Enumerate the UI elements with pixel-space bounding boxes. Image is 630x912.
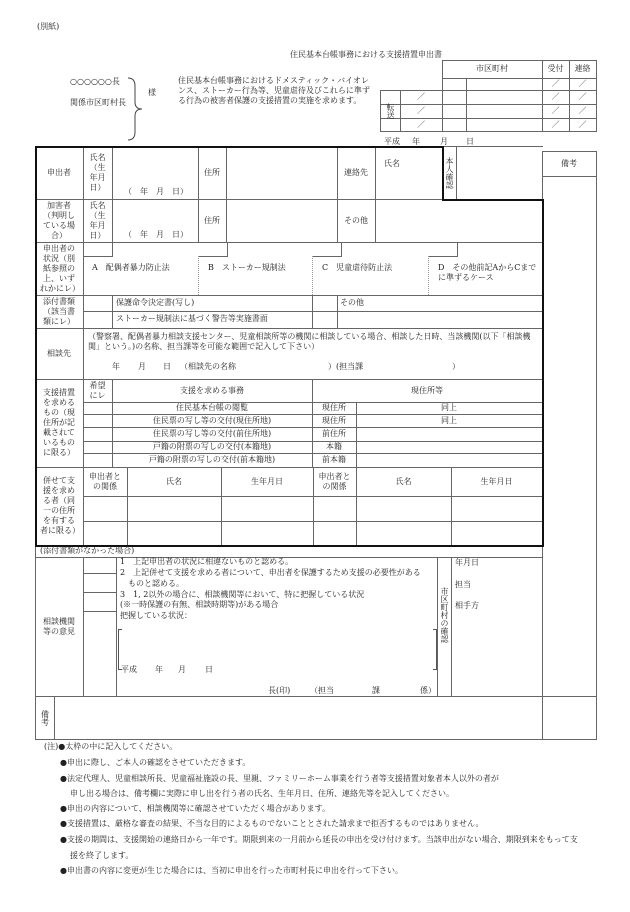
note-5: ●支援措置は、厳格な審査の結果、不当な目的によるものでないこととされた請求まで拒否するものではありません。 [60,819,484,828]
others-dob-2: 生年月日 [480,476,513,486]
slash-mark: ／ [578,106,587,115]
attachment-other-field[interactable] [337,311,542,328]
grid-line [116,557,117,697]
slash-mark: ／ [578,92,587,101]
perpetrator-other-label: その他 [344,215,368,225]
perpetrator-address-field[interactable] [226,200,337,242]
dotted-divider [428,256,429,295]
date-era: 平成 [384,137,400,146]
opinion-section: 課 [372,686,380,695]
opinion-line-4: (※一時保護の有無、相談時期等)がある場合 [120,600,279,609]
status-checkbox-d[interactable] [428,242,457,256]
identity-check-field[interactable] [456,147,542,199]
annex-label: (別紙) [37,22,60,31]
support-hdr-check: 希望にレ [89,380,106,400]
consultation-field[interactable] [84,355,542,379]
note-8: ●申出書の内容に変更が生じた場合には、当初に申出を行った市町村長に申出を行って下さい。 [60,866,403,875]
support-addr-value-2 [356,427,542,441]
applicant-name-field[interactable] [112,147,198,185]
slash-mark: ／ [578,79,587,88]
applicant-dob-placeholder: （ 年 月 日） [124,187,188,196]
opinion-situation-field[interactable] [121,630,433,668]
municipal-check-label: 市区町村の確認 [440,587,449,643]
support-addr-value-3 [356,441,542,453]
grid-line [341,242,342,257]
support-service-3: 戸籍の附票の写しの交付(本籍地) [152,442,272,451]
opinion-line-2: ものと認める。 [120,579,184,588]
opinion-checkbox-3[interactable] [83,592,116,611]
support-addr-label-1: 現住所 [322,415,346,425]
remarks-field[interactable] [55,697,596,739]
grid-line [380,131,597,132]
grid-line [457,242,458,257]
consultation-label: 相談先 [47,348,71,358]
attachment-other: その他 [340,298,364,307]
consultation-day: 日 [163,362,171,371]
support-addr-value-0: 同上 [441,403,457,412]
note-1: ●申出に際し、ご本人の確認をさせていただきます。 [60,758,251,767]
opinion-line-3: 3 1, 2以外の場合に、相談機関等において、特に把握している状況 [120,590,365,599]
opinion-checkbox-2[interactable] [83,573,116,592]
consultation-agency-name: （相談先の名称 [180,362,236,371]
note-6: ●支援の期間は、支援開始の連絡日から一年です。期限到来の一月前から延長の申出を受け付けます。当該申出がない場合、期限到来をもって支 [60,835,578,844]
attachment-protection-order: 保護命令決定書(写し) [116,298,195,307]
support-service-0: 住民基本台帳の閲覧 [176,403,248,412]
applicant-name-dob-label: 氏名（生年月日） [89,152,106,192]
remarks-label: 備考 [40,709,50,726]
attachment-checkbox-other[interactable] [312,295,337,311]
note-3: 申し出る場合は、備考欄に実際に申し出を行う者の氏名、生年月日、住所、連絡先等を記入してください。 [70,789,454,798]
support-checkbox-3[interactable] [83,441,112,453]
support-hdr-service: 支援を求める事務 [180,385,244,395]
remarks-header: 備考 [561,158,577,168]
grid-line [198,256,228,257]
support-service-4: 戸籍の附票の写しの交付(前本籍地) [148,455,276,464]
routing-municipality: 市区町村 [476,64,508,73]
date-day: 日 [466,137,474,146]
slash-mark: ／ [417,119,425,129]
addressee-line1: ○○○○○○長 [70,77,120,86]
opinion-label: 相談機関等の意見 [43,616,75,636]
applicant-contact-field[interactable] [375,147,442,199]
status-checkbox-c[interactable] [312,242,341,256]
applicant-label: 申出者 [47,167,71,177]
applicant-address-field[interactable] [226,147,337,199]
opinion-checkbox-1[interactable] [83,557,116,573]
municipal-check-counterpart: 相手方 [455,601,479,610]
opinion-unit: 係） [420,686,436,695]
others-name-2: 氏名 [395,476,412,486]
grid-line [428,256,458,257]
status-checkbox-b[interactable] [198,242,227,256]
support-addr-label-3: 本籍 [326,442,342,451]
routing-received: 受付 [547,64,564,73]
applicant-name-label: 氏名 [384,159,400,168]
consultation-instruction: （警察署、配偶者暴力相談支援センター、児童相談所等の機関に相談している場合、相談した日時、当該機関(以下「相談機関」という。)の名称、担当課等を可能な範囲で記入して下さい） [88,332,531,351]
support-checkbox-1[interactable] [83,414,112,427]
perpetrator-name-dob-label: 氏名（生年月日） [89,200,106,240]
note-7: 援を終了します。 [70,851,134,860]
status-option-d: D その他前記AからCまでに準ずるケース [438,263,537,282]
consultation-close: ） [452,362,460,371]
attachment-stalker-warning: ストーカー規制法に基づく警告等実施書面 [116,314,268,323]
routing-transfer: 転送 [386,102,395,119]
perpetrator-name-field[interactable] [112,200,198,228]
slash-mark: ／ [551,106,560,115]
note-0: (注)●太枠の中に記入してください。 [44,742,178,751]
status-checkbox-a[interactable] [83,242,112,256]
identity-check-label: 本人確認 [445,157,454,189]
municipal-check-person: 担当 [455,580,471,589]
grid-line [596,60,597,132]
opinion-line-5: 把握している状況： [120,611,192,620]
support-addr-label-4: 前本籍 [322,455,346,464]
municipal-check-date: 年月日 [455,558,479,567]
consultation-year: 年 [112,362,120,371]
date-year: 年 [412,137,420,146]
grid-line [466,78,467,132]
slash-mark: ／ [551,92,560,101]
perpetrator-other-field[interactable] [375,200,542,242]
support-hdr-address: 現住所等 [411,385,443,395]
grid-line [83,611,117,612]
request-text: 住民基本台帳事務におけるドメスティック・バイオレンス、ストーカー行為等、児童虐待及びこれらに準ずる行為の被害者保護の支援措置の実施を求めます。 [178,76,370,105]
consultation-dept: ）(担当課 [328,362,364,371]
slash-mark: ／ [551,119,560,129]
support-checkbox-4[interactable] [83,453,112,467]
dotted-divider [198,256,199,295]
others-name-1: 氏名 [166,476,182,486]
grid-line [227,242,228,257]
perpetrator-label: 加害者（判明している場合） [43,200,75,240]
opinion-year: 年 [155,665,163,674]
grid-line [451,557,452,697]
others-label: 併せて支援を求める者（同一の住所を有する者に限る） [40,476,80,535]
status-option-c: C 児童虐待防止法 [322,263,393,272]
attachment-checkbox-protection-order[interactable] [83,295,112,311]
dotted-divider [312,256,313,295]
status-option-b: B ストーカー規制法 [208,263,286,272]
applicant-contact-label: 連絡先 [344,167,368,177]
opinion-line-0: 1 上記申出者の状況に相違ないものと認める。 [120,557,294,566]
grid-line [112,242,113,257]
opinion-line-1: 2 上記併せて支援を求める者について、申出者を保護するため支援の必要性がある [120,568,421,577]
support-service-2: 住民票の写し等の交付(前住所地) [152,429,272,438]
no-attachment-note: (添付書類がなかった場合) [40,546,135,555]
support-checkbox-2[interactable] [83,427,112,441]
support-label: 支援措置を求めるもの（現住所が記載されているものに限る） [43,388,75,457]
grid-line [83,256,113,257]
opinion-staff: （担当 [310,686,334,695]
others-relation-2: 申出者との関係 [318,471,351,491]
slash-mark: ／ [578,119,587,129]
opinion-seal: 長(印) [268,686,291,695]
grid-line [312,256,342,257]
note-4: ●申出の内容について、相談機関等に確認させていただく場合があります。 [60,804,331,813]
slash-mark: ／ [417,92,425,101]
brace-icon [126,76,144,142]
attachments-label: 添付書類（該当書類にレ） [43,296,75,326]
addressee-honorific: 様 [148,88,156,97]
addressee-line2: 関係市区町村長 [70,98,126,107]
remarks-column-field[interactable] [543,177,596,696]
routing-contact: 連絡 [574,64,591,73]
slash-mark: ／ [417,106,425,115]
others-row-1[interactable] [83,496,542,521]
support-addr-value-1: 同上 [441,415,457,425]
attachment-checkbox-stalker[interactable] [83,311,112,328]
support-addr-label-0: 現住所 [322,403,346,412]
support-service-1: 住民票の写し等の交付(現住所地) [152,415,272,425]
consultation-month: 月 [138,362,146,371]
support-addr-label-2: 前住所 [322,429,346,438]
others-row-2[interactable] [83,521,542,545]
form-title: 住民基本台帳事務における支援措置申出書 [290,50,442,59]
support-checkbox-0[interactable] [83,402,112,414]
opinion-day: 日 [205,665,213,674]
others-dob-1: 生年月日 [251,476,283,486]
opinion-era: 平成 [121,665,137,674]
perpetrator-dob-placeholder: （ 年 月 日） [124,230,188,239]
opinion-month: 月 [178,665,186,674]
grid-line [596,151,597,740]
status-option-a: A 配偶者暴力防止法 [92,263,170,272]
status-label: 申出者の状況（別紙参照の上、いずれかにレ） [40,243,80,293]
date-month: 月 [440,137,448,146]
slash-mark: ／ [551,79,560,88]
perpetrator-address-label: 住所 [204,215,220,225]
others-relation-1: 申出者との関係 [89,471,121,491]
note-2: ●法定代理人、児童相談所長、児童福祉施設の長、里親、ファミリーホーム事業を行う者等支援措置対象者本人以外の者が [60,774,499,783]
support-addr-value-4 [356,453,542,467]
grid-line [112,295,113,329]
grid-line [35,739,597,740]
applicant-address-label: 住所 [204,167,220,177]
